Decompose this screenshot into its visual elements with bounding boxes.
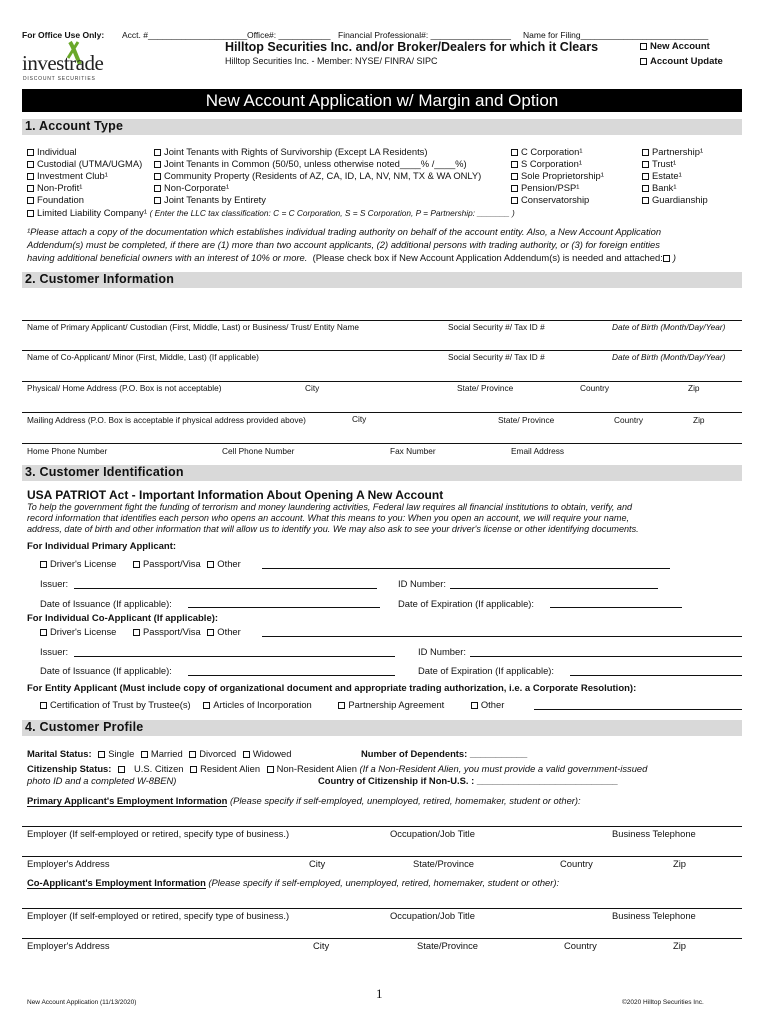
title-bar: [22, 89, 742, 112]
opt-estate[interactable]: Estate¹: [642, 170, 708, 182]
checkbox[interactable]: [207, 561, 214, 568]
mailing-address-label: Mailing Address (P.O. Box is acceptable if physical address provided above): [27, 415, 306, 425]
primary-doe-line[interactable]: [550, 607, 682, 608]
co-employer-zip-label: Zip: [673, 940, 687, 951]
section-4-header: [22, 720, 742, 736]
other-line[interactable]: [262, 568, 670, 569]
primary-idnum-label: ID Number:: [398, 578, 446, 589]
employer-address-label: Employer's Address: [27, 858, 110, 869]
divorced-option[interactable]: Divorced: [189, 748, 236, 759]
co-doi-label: Date of Issuance (If applicable):: [40, 665, 172, 676]
checkbox[interactable]: [203, 702, 210, 709]
marital-row: [27, 748, 291, 759]
opt-pension[interactable]: Pension/PSP¹: [511, 182, 604, 194]
physical-zip-label: Zip: [688, 383, 700, 393]
patriot-act-title: USA PATRIOT Act - Important Information About Opening A New Account: [27, 488, 444, 502]
employer-city-label: City: [309, 858, 326, 869]
physical-state-label: State/ Province: [457, 383, 514, 393]
entity-label: For Entity Applicant (Must include copy of organizational document and appropriate trading authorization, i.e. a Corporate Resolution):: [27, 683, 637, 694]
checkbox[interactable]: [511, 161, 518, 168]
checkbox[interactable]: [154, 185, 161, 192]
account-type-col1: [27, 146, 142, 206]
co-dob-label: Date of Birth (Month/Day/Year): [612, 352, 726, 362]
dl-option[interactable]: Driver's License: [40, 558, 116, 569]
checkbox[interactable]: [133, 629, 140, 636]
checkbox[interactable]: [642, 185, 649, 192]
cell-phone-label: Cell Phone Number: [222, 446, 295, 456]
footer-right: ©2020 Hilltop Securities Inc.: [622, 999, 704, 1006]
addendum-checkbox[interactable]: [663, 255, 670, 262]
new-account-option[interactable]: New Account: [640, 41, 710, 52]
checkbox[interactable]: [133, 561, 140, 568]
opt-c-corp[interactable]: C Corporation¹: [511, 146, 604, 158]
checkbox[interactable]: [642, 149, 649, 156]
checkbox[interactable]: [154, 173, 161, 180]
opt-llc[interactable]: Limited Liability Company¹ ( Enter the LLC tax classification: C = C Corporation, S = S Corporation, P = Partnership: _______ ): [27, 207, 515, 218]
checkbox[interactable]: [27, 197, 34, 204]
co-id-type-row: [40, 626, 241, 637]
fax-label: Fax Number: [390, 446, 436, 456]
checkbox[interactable]: [338, 702, 345, 709]
citizenship-label: Citizenship Status:: [27, 763, 112, 774]
llc-note: ( Enter the LLC tax classification: C = C Corporation, S = S Corporation, P = Partnership: _______ ): [149, 208, 515, 218]
account-update-option[interactable]: Account Update: [640, 56, 723, 67]
checkbox[interactable]: [471, 702, 478, 709]
co-employer-label: Employer (If self-employed or retired, specify type of business.): [27, 910, 290, 921]
firm-name: Hilltop Securities Inc. and/or Broker/Dealers for which it Clears: [225, 40, 599, 54]
employer-country-label: Country: [560, 858, 593, 869]
checkbox[interactable]: [511, 185, 518, 192]
member-line: Hilltop Securities Inc. - Member: NYSE/ FINRA/ SIPC: [225, 56, 438, 66]
opt-custodial[interactable]: Custodial (UTMA/UGMA): [27, 158, 142, 170]
divider: [22, 826, 742, 827]
opt-sole-prop[interactable]: Sole Proprietorship¹: [511, 170, 604, 182]
country-of-citizenship-field[interactable]: Country of Citizenship if Non-U.S. : ___________________________: [318, 775, 618, 786]
co-issuer-line[interactable]: [74, 656, 395, 657]
acct-field[interactable]: Acct. #_____________________: [122, 30, 248, 40]
opt-guardianship[interactable]: Guardianship: [642, 194, 708, 206]
home-phone-label: Home Phone Number: [27, 446, 108, 456]
married-option[interactable]: Married: [141, 748, 183, 759]
marital-label: Marital Status:: [27, 748, 92, 759]
section-1-title: 1. Account Type: [25, 119, 124, 133]
primary-id-type-row: [40, 558, 241, 569]
section-1-note: ¹Please attach a copy of the documentation which establishes individual trading authority on behalf of the account entity. Also, a New Account Application Addendum(s) must be completed, if there are (1) more than two account applicants, (2) additional persons with trading authority, or (3) for foreign entities having additional beneficial owners with an interest of 10% or more. (Please check box if New Account Application Addendum(s) is needed and attached: ): [27, 226, 676, 263]
checkbox[interactable]: [511, 197, 518, 204]
checkbox[interactable]: [642, 197, 649, 204]
opt-trust[interactable]: Trust¹: [642, 158, 708, 170]
section-2-title: 2. Customer Information: [25, 272, 175, 286]
section-1-header: [22, 119, 742, 135]
opt-non-corporate[interactable]: Non-Corporate¹: [154, 182, 481, 194]
divider: [22, 856, 742, 857]
non-resident-option[interactable]: Non-Resident Alien: [267, 763, 357, 774]
co-occupation-label: Occupation/Job Title: [390, 910, 475, 921]
checkbox[interactable]: [27, 161, 34, 168]
office-field[interactable]: Office#: ___________: [247, 30, 331, 40]
ind-co-label: For Individual Co-Applicant (If applicable):: [27, 613, 219, 624]
checkbox[interactable]: [154, 161, 161, 168]
opt-s-corp[interactable]: S Corporation¹: [511, 158, 604, 170]
primary-doe-label: Date of Expiration (If applicable):: [398, 598, 535, 609]
primary-doi-label: Date of Issuance (If applicable):: [40, 598, 172, 609]
opt-bank[interactable]: Bank¹: [642, 182, 708, 194]
checkbox[interactable]: [40, 561, 47, 568]
business-telephone-label: Business Telephone: [612, 828, 696, 839]
opt-conservatorship[interactable]: Conservatorship: [511, 194, 604, 206]
section-4-title: 4. Customer Profile: [25, 720, 144, 734]
checkbox[interactable]: [27, 210, 34, 217]
occupation-label: Occupation/Job Title: [390, 828, 475, 839]
aoi-option[interactable]: Articles of Incorporation: [203, 699, 311, 710]
resident-alien-option[interactable]: Resident Alien: [190, 763, 260, 774]
checkbox[interactable]: [141, 751, 148, 758]
investrade-logo: [22, 40, 112, 88]
entity-other-option[interactable]: Other: [471, 699, 504, 710]
logo-text: investrade: [22, 51, 104, 75]
office-use-label: For Office Use Only:: [22, 30, 105, 40]
financial-professional-field[interactable]: Financial Professional#: _________________: [338, 30, 511, 40]
dependents-field[interactable]: Number of Dependents: ___________: [361, 748, 528, 759]
pa-option[interactable]: Partnership Agreement: [338, 699, 444, 710]
checkbox[interactable]: [27, 185, 34, 192]
co-doe-line[interactable]: [570, 675, 742, 676]
ind-primary-label: For Individual Primary Applicant:: [27, 541, 177, 552]
entity-other-line[interactable]: [534, 709, 742, 710]
co-idnum-label: ID Number:: [418, 646, 466, 657]
passport-option[interactable]: Passport/Visa: [133, 558, 201, 569]
account-type-col3: [511, 146, 604, 206]
widowed-option[interactable]: Widowed: [243, 748, 292, 759]
checkbox[interactable]: [511, 149, 518, 156]
primary-doi-line[interactable]: [188, 607, 380, 608]
primary-employment-heading: Primary Applicant's Employment Information (Please specify if self-employed, unemployed, retired, homemaker, student or other):: [27, 795, 581, 806]
patriot-act-text: To help the government fight the funding of terrorism and money laundering activities, Federal law requires all financial institutions to obtain, verify, and record information that identifies each person who opens an account. What this means to you: When you open an account, we will require your name, address, date of birth and other information that will allow us to identify you. We may also ask to see your driver's license or other identifying documents.: [27, 502, 639, 534]
mailing-city-label: City: [352, 414, 367, 424]
opt-individual[interactable]: Individual: [27, 146, 142, 158]
page-number: 1: [376, 986, 383, 1001]
co-passport-option[interactable]: Passport/Visa: [133, 626, 201, 637]
co-idnum-line[interactable]: [470, 656, 742, 657]
employer-state-label: State/Province: [413, 858, 474, 869]
account-type-col2: [154, 146, 481, 206]
physical-address-label: Physical/ Home Address (P.O. Box is not acceptable): [27, 383, 222, 393]
divider: [22, 443, 742, 444]
co-employer-address-label: Employer's Address: [27, 940, 110, 951]
checkbox[interactable]: [189, 751, 196, 758]
checkbox[interactable]: [40, 702, 47, 709]
primary-issuer-label: Issuer:: [40, 578, 69, 589]
physical-city-label: City: [305, 383, 320, 393]
opt-foundation[interactable]: Foundation: [27, 194, 142, 206]
mailing-state-label: State/ Province: [498, 415, 555, 425]
checkbox[interactable]: [154, 197, 161, 204]
co-dl-option[interactable]: Driver's License: [40, 626, 116, 637]
co-other-line[interactable]: [262, 636, 742, 637]
opt-jtwros[interactable]: Joint Tenants with Rights of Survivorship (Except LA Residents): [154, 146, 481, 158]
checkbox[interactable]: [511, 173, 518, 180]
footer-left: New Account Application (11/13/2020): [27, 999, 137, 1006]
account-type-col4: [642, 146, 708, 206]
checkbox[interactable]: [207, 629, 214, 636]
checkbox[interactable]: [267, 766, 274, 773]
checkbox[interactable]: [154, 149, 161, 156]
primary-idnum-line[interactable]: [450, 588, 658, 589]
divider: [22, 908, 742, 909]
primary-issuer-line[interactable]: [74, 588, 377, 589]
checkbox[interactable]: [27, 149, 34, 156]
opt-investment-club[interactable]: Investment Club¹: [27, 170, 142, 182]
divider: [22, 381, 742, 382]
opt-partnership[interactable]: Partnership¹: [642, 146, 708, 158]
employer-zip-label: Zip: [673, 858, 687, 869]
email-label: Email Address: [511, 446, 565, 456]
co-issuer-label: Issuer:: [40, 646, 69, 657]
co-employment-heading: Co-Applicant's Employment Information (Please specify if self-employed, unemployed, retired, homemaker, student or other):: [27, 877, 560, 888]
co-other-option[interactable]: Other: [207, 626, 240, 637]
primary-dob-label: Date of Birth (Month/Day/Year): [612, 322, 726, 332]
mailing-zip-label: Zip: [693, 415, 705, 425]
co-employer-state-label: State/Province: [417, 940, 478, 951]
citizenship-row: [27, 763, 647, 774]
checkbox[interactable]: [190, 766, 197, 773]
divider: [22, 412, 742, 413]
citizenship-note: (If a Non-Resident Alien, you must provide a valid government-issued: [359, 763, 648, 774]
co-employer-city-label: City: [313, 940, 330, 951]
co-applicant-name-label: Name of Co-Applicant/ Minor (First, Middle, Last) (If applicable): [27, 352, 259, 362]
entity-options-row: [40, 699, 504, 710]
opt-community-property[interactable]: Community Property (Residents of AZ, CA, ID, LA, NV, NM, TX & WA ONLY): [154, 170, 481, 182]
cert-trust-option[interactable]: Certification of Trust by Trustee(s): [40, 699, 191, 710]
co-ssn-label: Social Security #/ Tax ID #: [448, 352, 545, 362]
divider: [22, 938, 742, 939]
opt-jt-entirety[interactable]: Joint Tenants by Entirety: [154, 194, 481, 206]
single-option[interactable]: Single: [98, 748, 134, 759]
section-3-header: [22, 465, 742, 481]
co-doe-label: Date of Expiration (If applicable):: [418, 665, 555, 676]
checkbox[interactable]: [642, 173, 649, 180]
checkbox[interactable]: [642, 161, 649, 168]
co-employer-country-label: Country: [564, 940, 597, 951]
mailing-country-label: Country: [614, 415, 644, 425]
checkbox[interactable]: [118, 766, 125, 773]
divider: [22, 320, 742, 321]
primary-name-label: Name of Primary Applicant/ Custodian (First, Middle, Last) or Business/ Trust/ Entity Name: [27, 322, 359, 332]
section-2-header: [22, 272, 742, 288]
account-update-checkbox[interactable]: [640, 58, 647, 65]
employer-label: Employer (If self-employed or retired, specify type of business.): [27, 828, 290, 839]
checkbox[interactable]: [98, 751, 105, 758]
primary-ssn-label: Social Security #/ Tax ID #: [448, 322, 545, 332]
checkbox[interactable]: [40, 629, 47, 636]
physical-country-label: Country: [580, 383, 610, 393]
citizenship-note-2: photo ID and a completed W-8BEN): [27, 775, 177, 786]
opt-non-profit[interactable]: Non-Profit¹: [27, 182, 142, 194]
checkbox[interactable]: [27, 173, 34, 180]
name-for-filing-field[interactable]: Name for Filing___________________________: [523, 30, 709, 40]
checkbox[interactable]: [243, 751, 250, 758]
section-3-title: 3. Customer Identification: [25, 465, 184, 479]
divider: [22, 350, 742, 351]
co-business-telephone-label: Business Telephone: [612, 910, 696, 921]
other-option[interactable]: Other: [207, 558, 240, 569]
us-citizen-option[interactable]: U.S. Citizen: [118, 763, 184, 774]
co-doi-line[interactable]: [188, 675, 395, 676]
page-title: New Account Application w/ Margin and Option: [205, 91, 559, 110]
logo-subtext: DISCOUNT SECURITIES: [23, 76, 96, 82]
opt-jtic[interactable]: Joint Tenants in Common (50/50, unless otherwise noted____% /____%): [154, 158, 481, 170]
new-account-checkbox[interactable]: [640, 43, 647, 50]
